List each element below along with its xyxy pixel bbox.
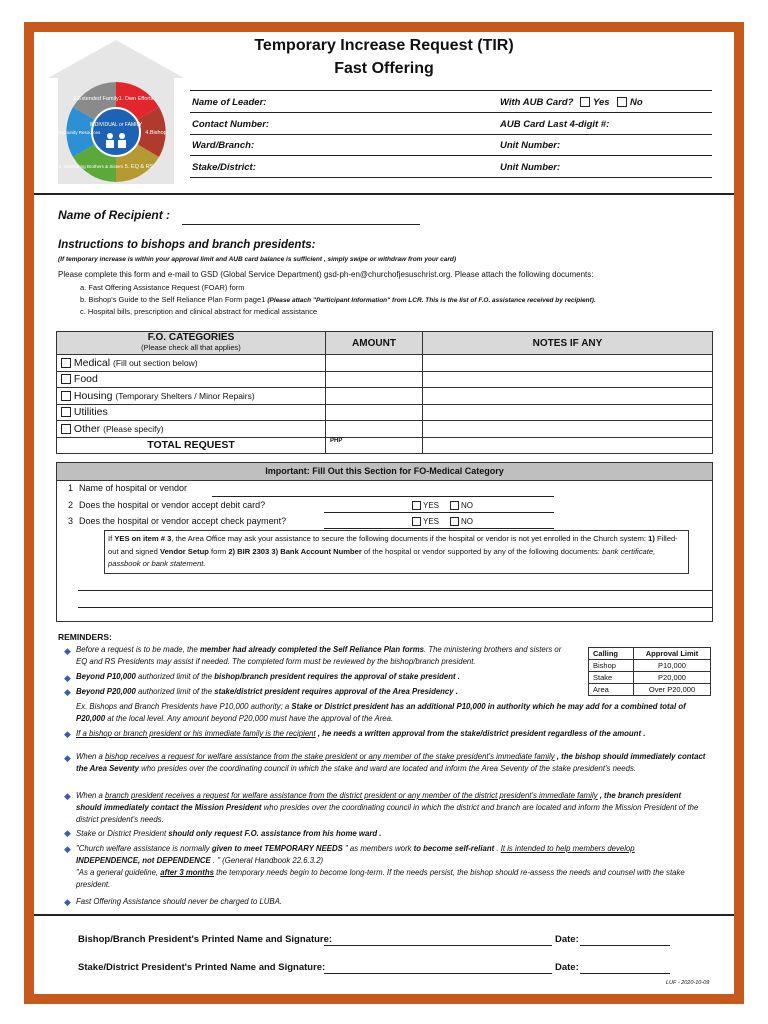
stake-label: Stake/District: [192,162,256,173]
fo-row-food [57,371,713,388]
total-notes[interactable] [423,437,713,454]
housing-checkbox[interactable] [61,391,71,401]
reminder-6: When a branch president receives a request for welfare assistance from the district president or any member of the district president's immediate family , the branch president should immediately contact the Mission President who presides over the coordinating council in which the district and branch are located and inform the Mission President of the district president's needs. [76,791,699,824]
housing-notes[interactable] [423,388,713,405]
stake-signature-input[interactable] [324,973,552,974]
fo-row-medical [57,355,713,372]
limit-cell: P10,000 [634,660,711,672]
bullet-icon: ◆ [64,753,71,763]
food-checkbox[interactable] [61,374,71,384]
page-subtitle: Fast Offering [334,60,434,77]
unit2-label: Unit Number: [500,162,561,173]
fo-row-housing [57,388,713,405]
date2-input[interactable] [580,973,670,974]
other-notes[interactable] [423,421,713,438]
logo-segment-0: 2.Extended Family [73,96,119,102]
fo-col2-header: AMOUNT [326,332,423,355]
fo-categories-table [56,331,713,454]
medical-checkbox[interactable] [61,358,71,368]
stake-signature-label: Stake/District President's Printed Name and Signature: [78,962,326,973]
calling-cell: Stake [589,672,634,684]
instruction-b: b. Bishop's Guide to the Self Reliance Plan Form page1 [80,295,266,304]
instructions-heading: Instructions to bishops and branch presidents: [58,239,316,251]
recipient-input[interactable] [182,224,420,225]
logo-center: INDIVIDUAL or FAMILY [89,122,143,128]
total-currency[interactable]: PHP [326,437,423,454]
date2-label: Date: [555,962,579,973]
medical-heading: Important: Fill Out this Section for FO-Medical Category [57,463,712,481]
instruction-a: a. Fast Offering Assistance Request (FOAR) form [80,283,245,292]
reminder-3: Beyond P20,000 authorized limit of the stake/district president requires approval of the Area Presidency . [76,687,458,696]
date1-input[interactable] [580,945,670,946]
date1-label: Date: [555,934,579,945]
q2-number: 2 [68,500,74,510]
reminder-5: When a bishop receives a request for welfare assistance from the stake president or any member of the stake president's immediate family , the bishop should immediately contact the Area Seventy who presides over the coordinating council in which the stake and ward are located and inform the Area Seventy of the stake president's needs. [76,752,706,773]
medical-notes[interactable] [423,355,713,372]
q3-label: Does the hospital or vendor accept check payment? [79,516,287,526]
limit-header: Approval Limit [634,648,711,660]
utilities-amount[interactable] [326,404,423,421]
reminder-7: Stake or District President should only request F.O. assistance from his home ward . [76,829,382,838]
reminder-2: Beyond P10,000 authorized limit of the bishop/branch president requires the approval of stake president . [76,672,460,681]
q3-number: 3 [68,516,74,526]
other-checkbox[interactable] [61,424,71,434]
food-label: Food [73,373,98,386]
calling-cell: Bishop [589,660,634,672]
check-yes-checkbox[interactable] [412,517,421,526]
bishop-signature-input[interactable] [324,945,552,946]
unit1-label: Unit Number: [500,140,561,151]
utilities-label: Utilities [73,406,108,419]
aub-yes-label: Yes [593,97,610,108]
calling-cell: Area [589,684,634,696]
instruction-c: c. Hospital bills, prescription and clinical abstract for medical assistance [80,307,318,316]
logo-segment-4: 4. Ministering Brothers & Sisters [58,164,124,169]
reminder-9: Fast Offering Assistance should never be charged to LUBA. [76,897,283,906]
other-amount[interactable] [326,421,423,438]
instruction-b-note: (Please attach "Participant Information" from LCR. This is the list of F.O. assistance received by recipient). [267,297,596,304]
recipient-label: Name of Recipient : [58,208,171,222]
other-label: Other [73,422,101,435]
reminder-4: If a bishop or branch president or his immediate family is the recipient , he needs a written approval from the stake/district president regardless of the amount . [76,729,646,738]
q1-number: 1 [68,483,74,493]
vendor-note-box: If YES on item # 3, the Area Office may ask your assistance to secure the following documents if the hospital or vendor is not yet enrolled in the Church system: 1) Filled-out and signed Vendor Setup form 2) BIR 2303 3) Bank Account Number of the hospital or vendor supported by any of the following documents: bank certificate, passbook or bank statement. [104,530,689,574]
aub-last-label: AUB Card Last 4-digit #: [500,119,610,130]
fo-col1-header: F.O. CATEGORIES [147,332,235,343]
bishop-signature-label: Bishop/Branch President's Printed Name and Signature: [78,934,333,945]
reminder-8: "Church welfare assistance is normally given to meet TEMPORARY NEEDS " as members work to become self-reliant . It is intended to help members develop INDEPENDENCE, not DEPENDENCE . " (General Handbook 22.6.3.2) "As a general guideline, after 3 months the temporary needs begin to become long-term. If the needs persist, the bishop should re-assess the needs and counsel with the stake president. [76,844,685,889]
limit-cell: Over P20,000 [634,684,711,696]
check-no-label: NO [461,517,473,526]
fo-row-total [57,437,713,454]
medical-note: (Fill out section below) [113,357,198,368]
leader-label: Name of Leader: [192,97,267,108]
debit-no-label: NO [461,501,473,510]
logo-segment-2: 4.Bishop [145,130,167,136]
logo-segment-5: 3. Community Resources [49,130,101,135]
bullet-icon: ◆ [64,729,71,739]
housing-amount[interactable] [326,388,423,405]
instructions-note: (If temporary increase is within your approval limit and AUB card balance is sufficient , simply swipe or withdraw from your card) [58,256,457,263]
debit-yes-checkbox[interactable] [412,501,421,510]
reminder-1: Before a request is to be made, the member had already completed the Self Reliance Plan forms. The ministering brothers and sisters or EQ and RS Presidents may assist if needed. The completed form must be reviewed by the bishop/branch president. [76,645,562,666]
bullet-icon: ◆ [64,897,71,907]
total-label: TOTAL REQUEST [57,437,326,454]
bullet-icon: ◆ [64,673,71,683]
calling-header: Calling [589,648,634,660]
contact-label: Contact Number: [192,119,270,130]
check-yes-label: YES [423,517,440,526]
food-amount[interactable] [326,371,423,388]
limit-cell: P20,000 [634,672,711,684]
aub-no-label: No [630,97,643,108]
housing-label: Housing [73,389,113,402]
bullet-icon: ◆ [64,828,71,838]
logo-segment-1: 1. Own Efforts [118,96,154,102]
aub-label: With AUB Card? [500,97,574,108]
aub-yes-checkbox[interactable] [580,97,590,107]
footer-code: LUF - 2020-10-09 [666,980,710,986]
instructions-body: Please complete this form and e-mail to GSD (Global Service Department) gsd-ph-en@churchofjesuschrist.org. Please attach the following documents: [58,270,594,279]
bullet-icon: ◆ [64,844,71,854]
medical-label: Medical [73,356,111,369]
aub-no-checkbox[interactable] [617,97,627,107]
fo-col1-sub: (Please check all that applies) [141,343,241,352]
food-notes[interactable] [423,371,713,388]
utilities-checkbox[interactable] [61,407,71,417]
utilities-notes[interactable] [423,404,713,421]
fo-col3-header: NOTES IF ANY [423,332,713,355]
ward-label: Ward/Branch: [192,140,255,151]
bullet-icon: ◆ [64,646,71,656]
hospital-input[interactable] [212,496,554,497]
check-no-checkbox[interactable] [450,517,459,526]
bullet-icon: ◆ [64,687,71,697]
other-note: (Please specify) [103,423,164,434]
q2-label: Does the hospital or vendor accept debit card? [79,500,266,510]
reminder-3-example: Ex. Bishops and Branch Presidents have P10,000 authority; a Stake or District president has an additional P10,000 in authority which he may add for a combined total of P20,000 at the local level. Any amount beyond P20,000 must have the approval of the Area. [76,702,686,723]
fo-row-other [57,421,713,438]
bullet-icon: ◆ [64,791,71,801]
approval-limit-table [588,647,711,696]
medical-amount[interactable] [326,355,423,372]
fo-row-utilities [57,404,713,421]
page-title: Temporary Increase Request (TIR) [254,37,514,54]
debit-yes-label: YES [423,501,440,510]
housing-note: (Temporary Shelters / Minor Repairs) [115,390,255,401]
reminders-heading: REMINDERS: [58,632,112,642]
q1-label: Name of hospital or vendor [79,483,188,493]
debit-no-checkbox[interactable] [450,501,459,510]
logo-segment-3: 5. EQ & RS [124,164,154,170]
